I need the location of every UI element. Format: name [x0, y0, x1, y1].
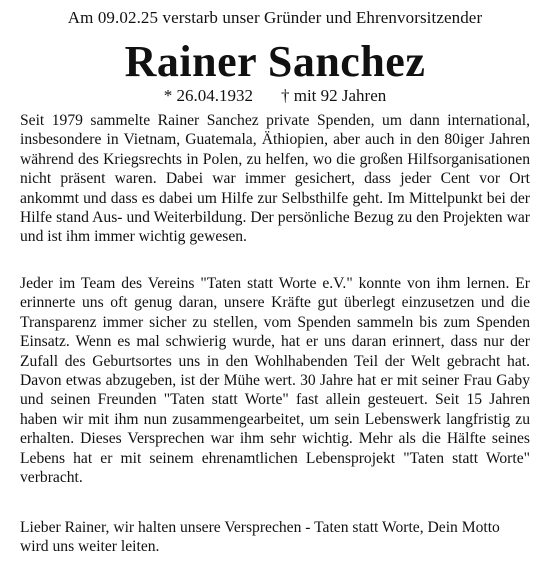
intro-line: Am 09.02.25 verstarb unser Gründer und Ehrenvorsitzender: [67, 8, 483, 27]
life-dates: [0, 86, 550, 106]
paragraph-closing: Lieber Rainer, wir halten unsere Versprechen - Taten statt Worte, Dein Motto wird uns weiter leiten.: [20, 519, 500, 556]
deceased-name: Rainer Sanchez: [124, 37, 426, 86]
birth-date: * 26.04.1932: [163, 86, 253, 105]
death-age: † mit 92 Jahren: [280, 86, 387, 105]
paragraph-team: Jeder im Team des Vereins "Taten statt Worte e.V." konnte von ihm lernen. Er erinnerte uns oft genug daran, unsere Kräfte gut überlegt einzusetzen und die Transparenz immer sicher zu stellen, vom Spenden sammeln bis zum Spenden Einsatz. Wenn es mal schwierig wurde, hat er uns daran erinnert, dass nur der Zufall des Geburtsortes uns in den Wohlhabenden Teil der Welt gebracht hat. Davon etwas abzugeben, ist der Mühe wert. 30 Jahre hat er mit seiner Frau Gaby und seinen Freunden "Taten statt Worte" fast allein gesteuert. Seit 15 Jahren haben wir mit ihm nun zusammengearbeitet, um sein Lebenswerk langfristig zu erhalten. Dieses Versprechen war ihm sehr wichtig. Mehr als die Hälfte seines Lebens hat er mit seinem ehrenamtlichen Lebensprojekt "Taten statt Worte" verbracht.: [20, 275, 530, 487]
paragraph-biography: Seit 1979 sammelte Rainer Sanchez private Spenden, um dann international, insbesondere in Vietnam, Guatemala, Äthiopien, aber auch in den 80iger Jahren während des Kriegsrechts in Polen, zu helfen, wo die großen Hilfsorganisationen nicht präsent waren. Dabei war immer gesichert, dass jeder Cent vor Ort ankommt und dass es dabei um Hilfe zur Selbsthilfe geht. Im Mittelpunkt bei der Hilfe stand Aus- und Weiterbildung. Der persönliche Bezug zu den Projekten war und ist ihm immer wichtig gewesen.: [20, 112, 530, 246]
